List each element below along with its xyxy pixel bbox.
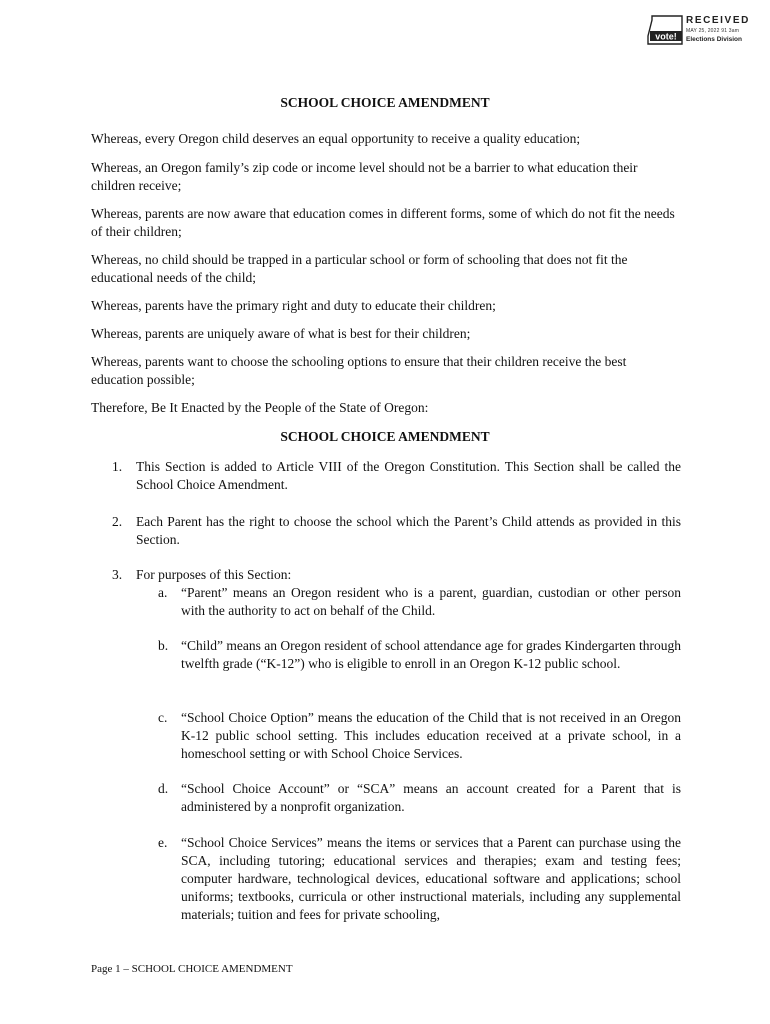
whereas-clause-6: Whereas, parents are uniquely aware of what is best for their children; <box>91 326 471 341</box>
stamp-date: MAY 25, 2022 91 3am <box>686 28 740 34</box>
received-stamp <box>646 14 764 48</box>
definition-c-text: “School Choice Option” means the education of the Child that is not received in an Oregon K-12 public school setting. This includes education received at a private school, in a homeschool setting or with School Choice Services. <box>181 710 681 761</box>
whereas-clause-7: Whereas, parents want to choose the schooling options to ensure that their children receive the best education possible; <box>91 354 627 387</box>
definition-letter: b. <box>158 638 169 653</box>
section-heading: SCHOOL CHOICE AMENDMENT <box>280 429 490 444</box>
page-footer: Page 1 – SCHOOL CHOICE AMENDMENT <box>91 963 293 975</box>
whereas-clause-1: Whereas, every Oregon child deserves an equal opportunity to receive a quality education; <box>91 131 581 146</box>
section-number: 2. <box>112 514 123 529</box>
section-number: 3. <box>112 567 123 582</box>
whereas-clause-3: Whereas, parents are now aware that education comes in different forms, some of which do not fit the needs of their children; <box>91 206 675 239</box>
section-1-text: This Section is added to Article VIII of the Oregon Constitution. This Section shall be called the School Choice Amendment. <box>136 459 681 492</box>
stamp-division: Elections Division <box>686 36 742 43</box>
enacting-clause: Therefore, Be It Enacted by the People of the State of Oregon: <box>91 400 429 415</box>
oregon-vote-logo-icon <box>646 14 686 46</box>
definition-a-text: “Parent” means an Oregon resident who is a parent, guardian, custodian or other person with the authority to act on behalf of the Child. <box>181 585 681 618</box>
definition-letter: e. <box>158 835 168 850</box>
definition-d-text: “School Choice Account” or “SCA” means an account created for a Parent that is administered by a nonprofit organization. <box>181 781 681 814</box>
whereas-clause-5: Whereas, parents have the primary right and duty to educate their children; <box>91 298 496 313</box>
definition-e-text: “School Choice Services” means the items or services that a Parent can purchase using the SCA, including tutoring; educational services and therapies; exam and testing fees; computer hardware, technological devices, educational software and applications; school uniforms; textbooks, curricula or other instructional materials, including any supplemental materials; tuition and fees for private schooling, <box>181 835 681 922</box>
section-number: 1. <box>112 459 123 474</box>
whereas-clause-4: Whereas, no child should be trapped in a particular school or form of schooling that does not fit the educational needs of the child; <box>91 252 628 285</box>
definition-letter: a. <box>158 585 168 600</box>
section-2-text: Each Parent has the right to choose the school which the Parent’s Child attends as provided in this Section. <box>136 514 681 547</box>
definition-letter: d. <box>158 781 169 796</box>
document-title: SCHOOL CHOICE AMENDMENT <box>280 95 490 110</box>
definition-b-text: “Child” means an Oregon resident of school attendance age for grades Kindergarten through twelfth grade (“K-12”) who is eligible to enroll in an Oregon K-12 public school. <box>181 638 681 671</box>
whereas-clause-2: Whereas, an Oregon family’s zip code or income level should not be a barrier to what education their children receive; <box>91 160 638 193</box>
section-3-text: For purposes of this Section: <box>136 567 292 582</box>
svg-text:vote!: vote! <box>655 31 677 42</box>
definition-letter: c. <box>158 710 168 725</box>
stamp-title: RECEIVED <box>686 15 750 26</box>
